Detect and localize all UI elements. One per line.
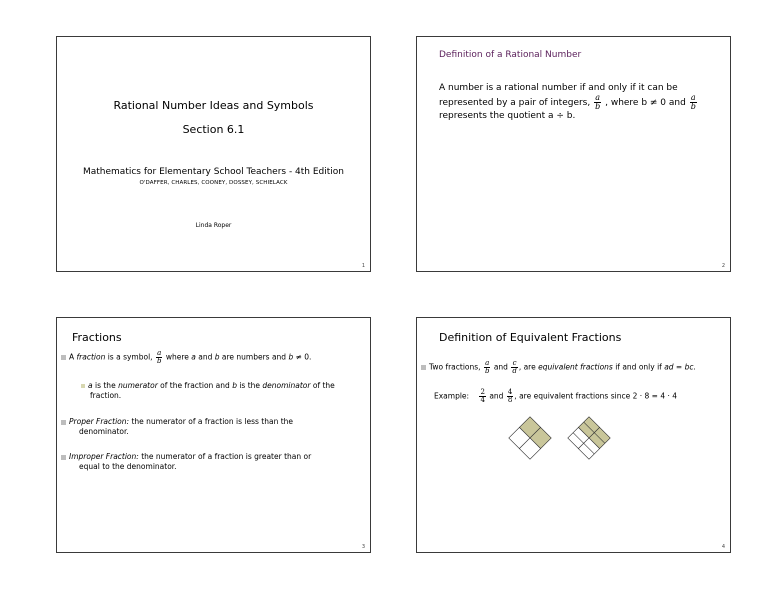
slide-title: Definition of Equivalent Fractions	[439, 331, 622, 344]
example-fraction-2-4: $\frac{2}{4}$	[480, 388, 485, 404]
page-number: 2	[721, 263, 725, 269]
bullet-fraction-definition: A fraction is a symbol, $\frac{a}{b}$ where a and b are numbers and b ≠ 0.	[61, 350, 311, 365]
section-label: Section 6.1	[182, 123, 245, 136]
slide-4	[416, 317, 731, 553]
slide-title: Rational Number Ideas and Symbols	[113, 99, 314, 112]
diamond-eighths-diagram	[567, 416, 611, 460]
fraction-denominator: b	[595, 102, 601, 111]
definition-text-a: represented by a pair of integers,	[439, 98, 591, 108]
fraction-a-over-b: $\frac{a}{b}$	[156, 349, 162, 365]
bullet-icon	[61, 420, 66, 425]
bullet-icon	[81, 384, 85, 388]
book-title: Mathematics for Elementary School Teachers - 4th Edition	[82, 167, 345, 177]
bullet-equivalent-definition: Two fractions, $\frac{a}{b}$ and $\frac{c}{d}$ , are equivalent fractions if and only if ad = bc.	[421, 360, 696, 375]
bullet-proper-line-2: denominator.	[79, 427, 129, 436]
bullet-icon	[421, 365, 426, 370]
page-number: 4	[721, 544, 725, 550]
bullet-improper-line-2: equal to the denominator.	[79, 462, 177, 471]
fraction-numerator: a	[595, 93, 601, 102]
fraction-a-over-b-2	[690, 94, 697, 111]
slide-3	[56, 317, 371, 553]
fraction-a-over-b	[594, 94, 601, 111]
bullet-proper-fraction: Proper Fraction: the numerator of a fraction is less than the	[61, 417, 293, 426]
fraction-c-over-d: $\frac{c}{d}$	[512, 359, 517, 375]
page-number: 1	[361, 263, 365, 269]
bullet-icon	[61, 455, 66, 460]
definition-line-1: A number is a rational number if and only if it can be	[439, 83, 678, 93]
example-fraction-4-8: $\frac{4}{8}$	[507, 388, 513, 404]
fraction-numerator: a	[690, 93, 696, 102]
bullet-improper-fraction: Improper Fraction: the numerator of a fraction is greater than or	[61, 452, 311, 461]
slide-title: Fractions	[72, 331, 122, 344]
definition-line-3: represents the quotient a ÷ b.	[439, 111, 576, 121]
diamond-fourths-diagram	[508, 416, 552, 460]
sub-bullet-numerator: a is the numerator of the fraction and b is the denominator of the	[81, 381, 335, 390]
presenter: Linda Roper	[195, 222, 232, 229]
slide-1	[56, 36, 371, 272]
sub-bullet-line-2: fraction.	[90, 391, 122, 400]
bullet-icon	[61, 355, 66, 360]
slide-2	[416, 36, 731, 272]
slide-title: Definition of a Rational Number	[439, 50, 582, 60]
fraction-a-over-b: $\frac{a}{b}$	[484, 359, 490, 375]
example-line: Example: $\frac{2}{4}$ and $\frac{4}{8}$ , are equivalent fractions since 2 · 8 = 4 · 4	[434, 388, 678, 404]
definition-text-b: , where b ≠ 0 and	[605, 98, 686, 108]
definition-line-2	[439, 94, 698, 111]
authors: O'DAFFER, CHARLES, COONEY, DOSSEY, SCHIELACK	[139, 180, 288, 186]
page-number: 3	[361, 544, 365, 550]
fraction-denominator: b	[690, 102, 696, 111]
